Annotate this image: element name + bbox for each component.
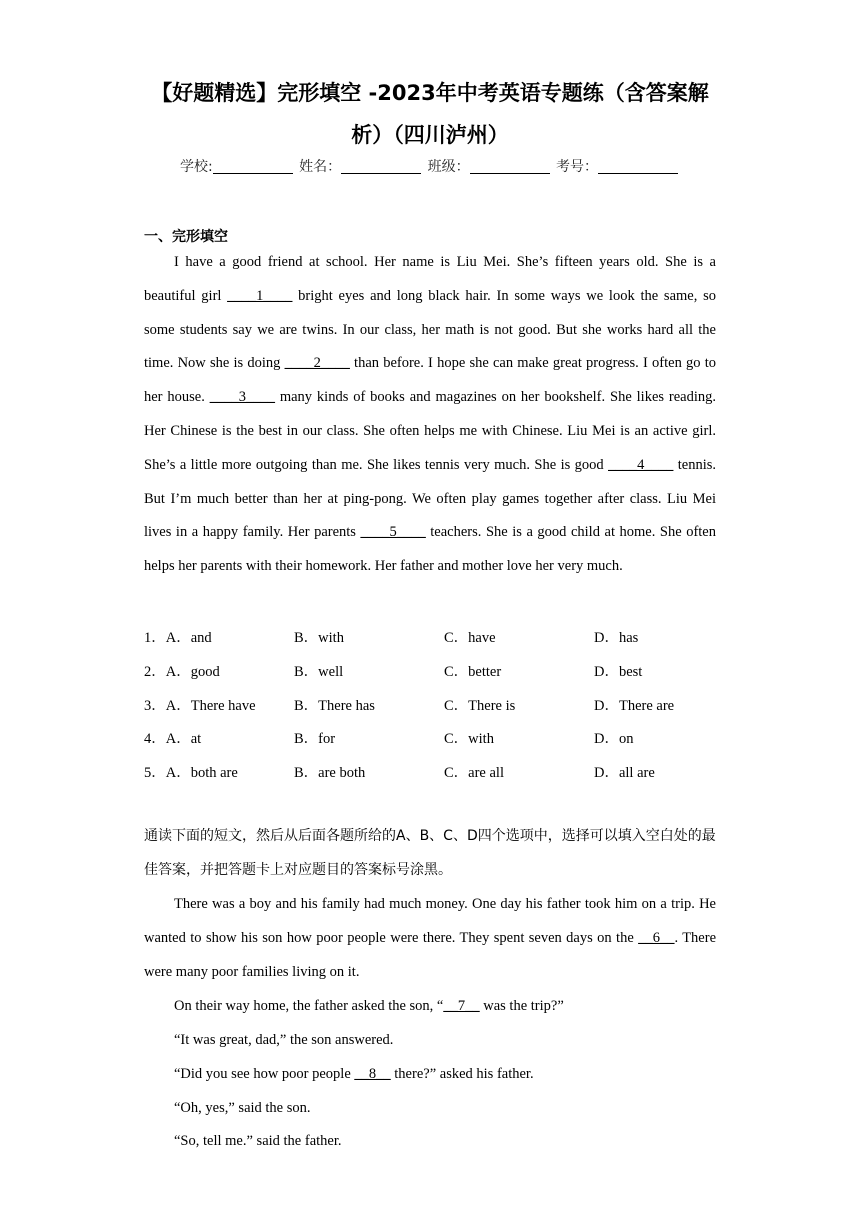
dialogue-line-5: “So, tell me.” said the father. (174, 1133, 342, 1149)
option-b: B．There has (294, 697, 375, 714)
option-a: 5．A．both are (144, 765, 238, 782)
document-title-line2: 析）（四川泸州） (351, 123, 509, 147)
options-list (144, 618, 744, 787)
dialogue-line-3 (174, 1066, 534, 1083)
option-b: B．with (294, 630, 344, 646)
blank-8: __8__ (354, 1066, 391, 1082)
option-c: C．with (444, 731, 494, 748)
name-label: 姓名： (299, 159, 342, 175)
option-d: D．best (594, 663, 643, 680)
dialogue-text: was the trip?” (479, 998, 564, 1014)
question-1-options (144, 618, 744, 652)
option-d: D．has (594, 630, 639, 646)
option-d: D．There are (594, 697, 675, 714)
option-c: C．better (444, 663, 502, 680)
passage-text: tennis. But I’m much better than her at ping-pong. We often play games together after class. Liu Mei lives in a happy family. Her parents (144, 456, 717, 541)
option-c: C．have (444, 630, 496, 646)
cloze-passage-2 (144, 888, 716, 989)
blank-7: __7__ (443, 998, 480, 1014)
option-d: D．on (594, 731, 634, 748)
question-5-options (144, 753, 744, 787)
option-a: 2．A．good (144, 663, 220, 680)
name-blank (341, 159, 421, 174)
school-label: 学校: (179, 159, 213, 175)
passage-text: There was a boy and his family had much money. One day his father took him on a trip. He wanted to show his son how poor people were there. They spent seven days on the (144, 896, 716, 946)
option-d: D．all are (594, 765, 655, 782)
passage-text: many kinds of books and magazines on her bookshelf. She likes reading. Her Chinese is the best in our class. She often helps me with Chinese. Liu Mei is an active girl. She’s a little more outgoing than me. She likes tennis very much. She is good (144, 389, 716, 473)
passage-text: . There were many poor families living on it. (144, 929, 717, 980)
question-4-options (144, 719, 744, 753)
blank-2: ____2____ (284, 355, 350, 372)
passage-text: I have a good friend at school. Her name is Liu Mei. She’s fifteen years old. She is a beautiful girl (144, 254, 716, 304)
section-heading: 一、完形填空 (144, 229, 228, 245)
school-blank (213, 159, 293, 174)
passage-text: bright eyes and long black hair. In some ways we look the same, so some students say we are twins. In our class, her math is not good. But she works hard all the time. Now she is doing (144, 287, 716, 372)
dialogue-line-1 (174, 998, 564, 1015)
dialogue-line-4: “Oh, yes,” said the son. (174, 1100, 311, 1116)
dialogue-line-2: “It was great, dad,” the son answered. (174, 1032, 394, 1048)
blank-4: ____4____ (608, 456, 674, 473)
number-blank (598, 159, 678, 174)
option-a: 1．A．and (144, 630, 212, 646)
cloze-passage-1 (144, 246, 716, 584)
class-label: 班级： (427, 159, 470, 175)
question-2-options (144, 652, 744, 686)
question-3-options (144, 686, 744, 720)
blank-1: ____1____ (227, 287, 293, 304)
option-b: B．well (294, 663, 344, 680)
option-c: C．are all (444, 765, 504, 782)
dialogue-text: there?” asked his father. (390, 1066, 534, 1082)
option-a: 3．A．There have (144, 697, 256, 714)
section2-instruction: 通读下面的短文，然后从后面各题所给的A、B、C、D四个选项中，选择可以填入空白处的最佳答案，并把答题卡上对应题目的答案标号涂黑。 (144, 828, 716, 878)
class-blank (470, 159, 550, 174)
option-b: B．are both (294, 765, 366, 782)
passage-text: teachers. She is a good child at home. She often helps her parents with their homework. Her father and mother love her very much. (144, 524, 716, 575)
blank-5: ____5____ (360, 524, 426, 541)
option-a: 4．A．at (144, 731, 202, 748)
blank-6: __6__ (638, 929, 675, 946)
student-info-row (0, 156, 860, 176)
passage-text: than before. I hope she can make great progress. I often go to her house. (144, 355, 716, 406)
blank-3: ____3____ (209, 389, 275, 406)
dialogue-text: “Did you see how poor people (174, 1066, 355, 1082)
number-label: 考号： (556, 159, 599, 175)
dialogue-text: On their way home, the father asked the son, “ (174, 998, 444, 1014)
option-b: B．for (294, 731, 336, 748)
document-title-line1: 【好题精选】完形填空 -2023年中考英语专题练（含答案解 (151, 81, 709, 105)
option-c: C．There is (444, 697, 516, 714)
